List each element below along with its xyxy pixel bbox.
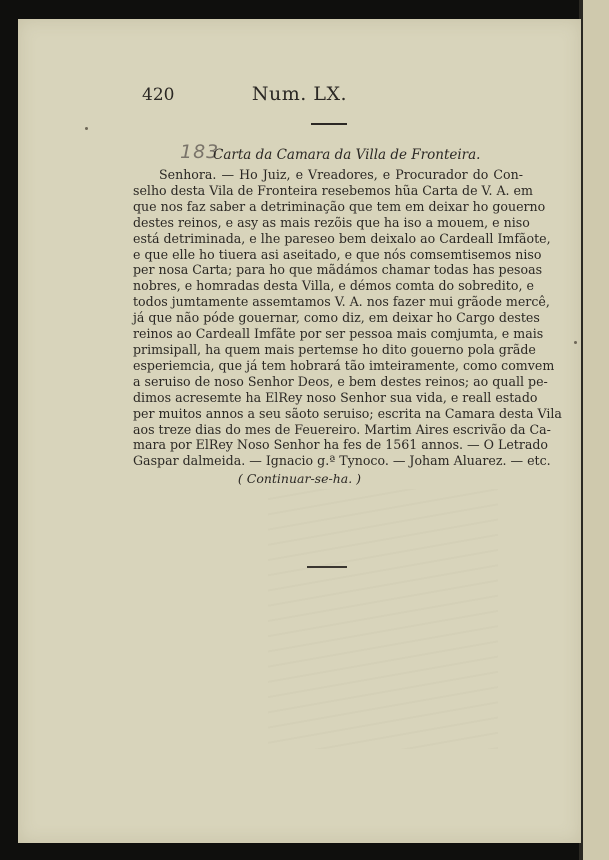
bleed-through-texture bbox=[268, 489, 498, 749]
body-line: esperiemcia, que já tem hobrará tão imteiramente, como comvem bbox=[133, 357, 555, 373]
body-line: aos treze dias do mes de Feuereiro. Martim Aires escrivão da Ca- bbox=[133, 421, 551, 437]
end-ornament-rule bbox=[307, 566, 347, 568]
body-line: primsipall, ha quem mais pertemse ho dito gouerno pola grãde bbox=[133, 341, 536, 357]
body-line: per nosa Carta; para ho que mãdámos chamar todas has pesoas bbox=[133, 262, 543, 278]
letter-title: Carta da Camara da Villa de Fronteira. bbox=[213, 147, 481, 163]
continuation-note: ( Continuar-se-ha. ) bbox=[237, 471, 362, 486]
end-ornament bbox=[307, 564, 347, 570]
body-line: está detriminada, e lhe pareseo bem deixalo ao Cardeall Imfãote, bbox=[133, 230, 551, 246]
page-number: 420 bbox=[142, 85, 175, 105]
body-line: nobres, e homradas desta Villa, e démos comta do sobredito, e bbox=[133, 278, 534, 294]
body-line: já que não póde gouernar, como diz, em deixar ho Cargo destes bbox=[133, 310, 540, 326]
body-line: Gaspar dalmeida. — Ignacio g.ª Tynoco. — Joham Aluarez. — etc. bbox=[133, 453, 551, 469]
body-line: e que elle ho tiuera asi aseitado, e que nós comsemtisemos niso bbox=[133, 246, 542, 262]
running-head: Num. LX. bbox=[251, 83, 348, 105]
body-line: selho desta Vila de Fronteira resebemos hũa Carta de V. A. em bbox=[133, 182, 533, 198]
body-line: reinos ao Cardeall Imfãte por ser pessoa mais comjumta, e mais bbox=[133, 326, 544, 342]
body-line: mara por ElRey Noso Senhor ha fes de 1561 annos. — O Letrado bbox=[133, 437, 549, 453]
body-line: a seruiso de noso Senhor Deos, e bem destes reinos; ao quall pe- bbox=[133, 373, 548, 389]
head-rule bbox=[311, 123, 347, 125]
paper-speck bbox=[574, 341, 577, 344]
paper-speck bbox=[85, 127, 88, 130]
body-line: que nos faz saber a detriminação que tem em deixar ho gouerno bbox=[133, 198, 546, 214]
body-line: destes reinos, e asy as mais rezõis que ha iso a mouem, e niso bbox=[133, 214, 530, 230]
adjacent-page-edge bbox=[583, 0, 609, 860]
letter-body bbox=[133, 167, 562, 469]
body-line: Senhora. — Ho Juiz, e Vreadores, e Procurador do Con- bbox=[159, 167, 523, 182]
handwritten-annotation: 183 bbox=[180, 141, 220, 163]
body-line: todos jumtamente assemtamos V. A. nos fazer mui grãode mercê, bbox=[133, 294, 550, 310]
body-line: per muitos annos a seu sãoto seruiso; escrita na Camara desta Vila bbox=[133, 405, 562, 421]
body-line: dimos acresemte ha ElRey noso Senhor sua vida, e reall estado bbox=[133, 389, 538, 405]
book-page bbox=[18, 19, 581, 843]
